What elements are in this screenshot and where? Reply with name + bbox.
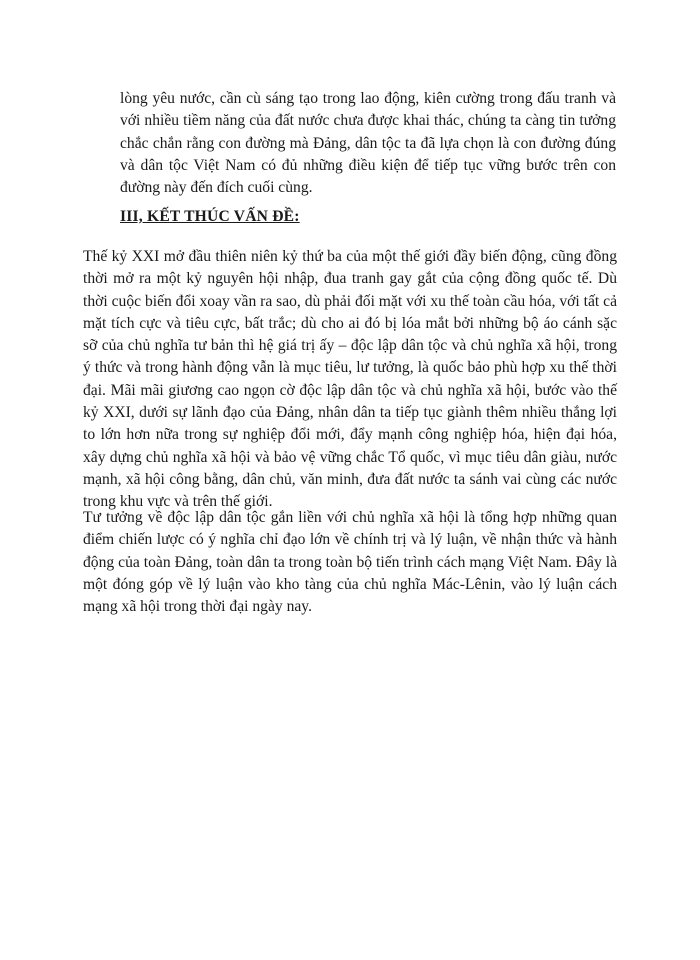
section-heading: III, KẾT THÚC VẤN ĐỀ: bbox=[120, 208, 300, 225]
paragraph-conclusion-2: Tư tưởng về độc lập dân tộc gắn liền với chủ nghĩa xã hội là tổng hợp những quan điểm chiến lược có ý nghĩa chỉ đạo lớn về chính trị và lý luận, về nhận thức và hành động của toàn Đảng, toàn dân ta trong toàn bộ tiến trình cách mạng Việt Nam. Đây là một đóng góp về lý luận vào kho tàng của chủ nghĩa Mác-Lênin, vào lý luận cách mạng xã hội trong thời đại ngày nay. bbox=[83, 509, 617, 616]
paragraph-conclusion-1: Thế kỷ XXI mở đầu thiên niên kỷ thứ ba của một thế giới đầy biến động, cũng đồng thời mở ra một kỷ nguyên hội nhập, đua tranh gay gắt của cộng đồng quốc tế. Dù thời cuộc biến đổi xoay vần ra sao, dù phải đối mặt với xu thế toàn cầu hóa, với tất cả mặt tích cực và tiêu cực, bất trắc; dù cho ai đó bị lóa mắt bởi những bộ áo cánh sặc sỡ của chủ nghĩa tư bản thì hệ giá trị ấy – độc lập dân tộc và chủ nghĩa xã hội, trong ý thức và trong hành động vẫn là mục tiêu, lư tưởng, là quốc bảo phù hợp xu thế thời đại. Mãi mãi giương cao ngọn cờ độc lập dân tộc và chủ nghĩa xã hội, bước vào thế kỷ XXI, dưới sự lãnh đạo của Đảng, nhân dân ta tiếp tục giành thêm nhiều thắng lợi to lớn hơn nữa trong sự nghiệp đổi mới, đẩy mạnh công nghiệp hóa, hiện đại hóa, xây dựng chủ nghĩa xã hội và bảo vệ vững chắc Tổ quốc, vì mục tiêu dân giàu, nước mạnh, xã hội công bằng, dân chủ, văn minh, đưa đất nước ta sánh vai cùng các nước trong khu vực và trên thế giới. bbox=[83, 248, 617, 511]
paragraph-continuation: lòng yêu nước, cần cù sáng tạo trong lao động, kiên cường trong đấu tranh và với nhiều tiềm năng của đất nước chưa được khai thác, chúng ta càng tin tưởng chắc chắn rằng con đường mà Đảng, dân tộc ta đã lựa chọn là con đường đúng và dân tộc Việt Nam có đủ những điều kiện để tiếp tục vững bước trên con đường này đến đích cuối cùng. bbox=[120, 90, 616, 197]
